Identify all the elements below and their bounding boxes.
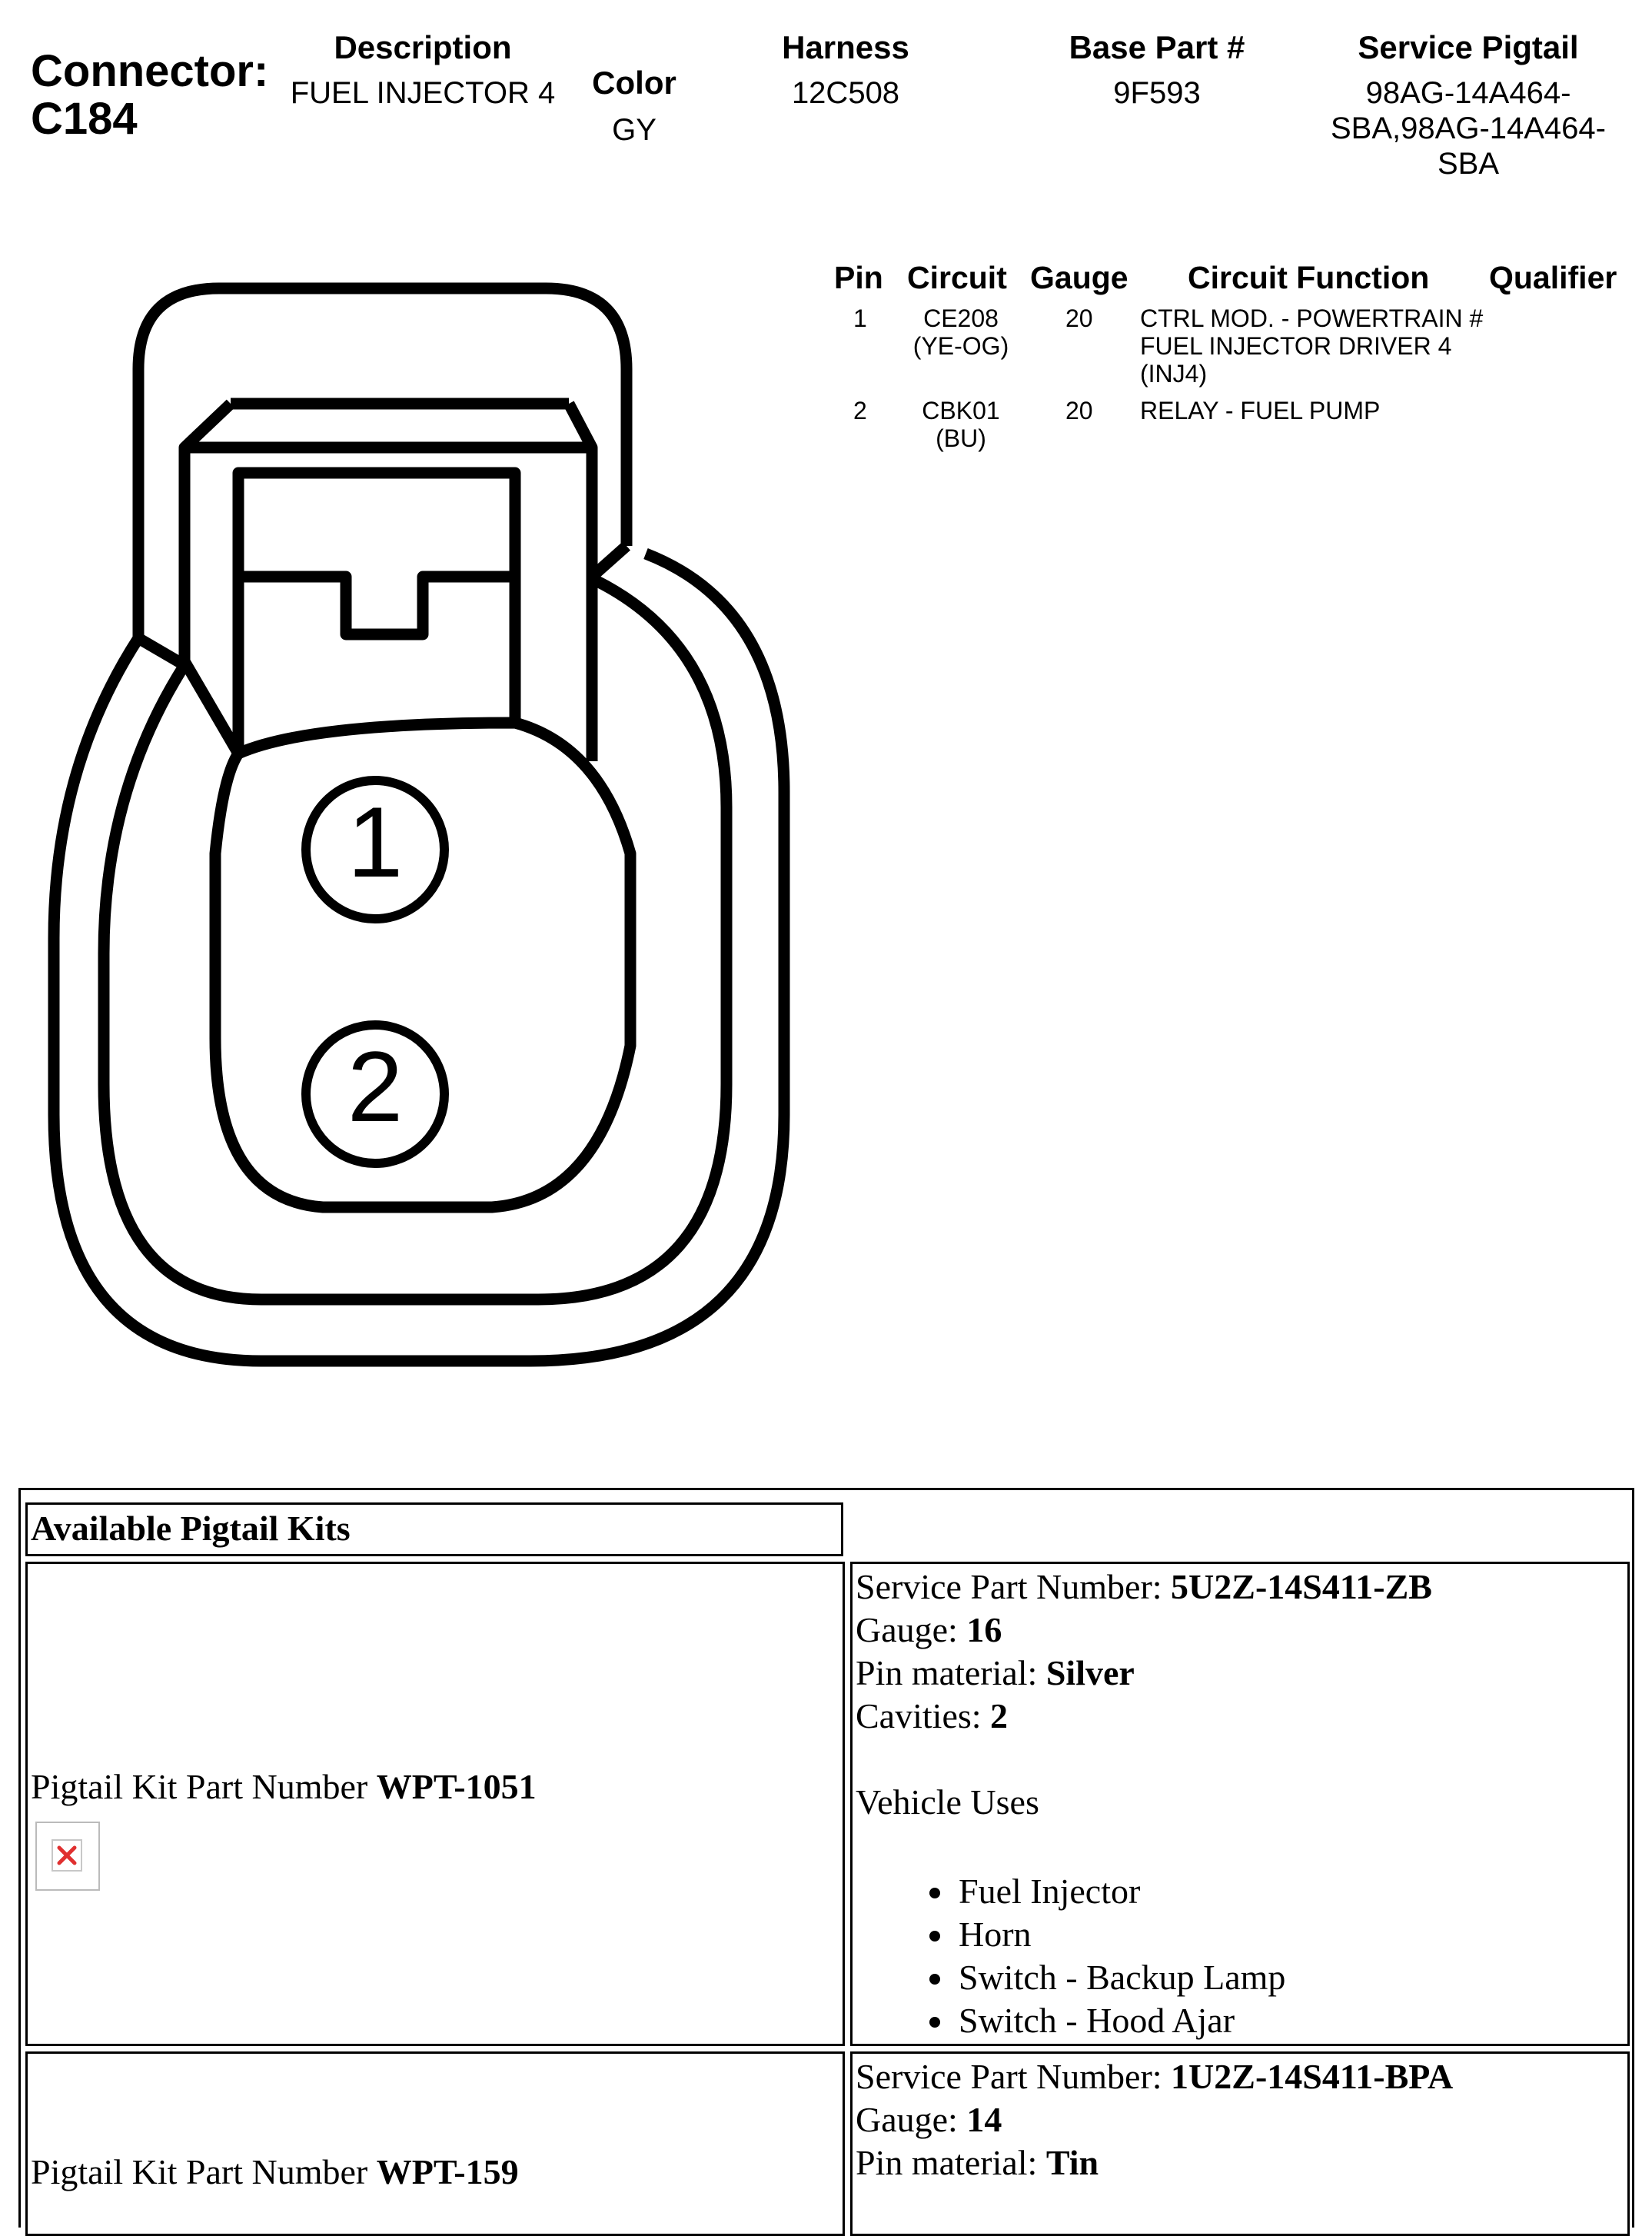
pin-2-label: 2 (347, 1030, 404, 1143)
table-row-gauge: 20 (1065, 397, 1093, 424)
pin-material-label: Pin material: (856, 1653, 1046, 1692)
diagonal-left (138, 638, 184, 665)
pin-header: Pin (834, 260, 883, 295)
kit-2-service-part (856, 2055, 1627, 2098)
pigtail-kits-table (18, 1488, 1634, 2228)
broken-image-icon (35, 1822, 100, 1891)
table-row-function (1140, 397, 1380, 424)
table-row-circuit (907, 397, 1015, 452)
gauge-header: Gauge (1030, 260, 1128, 295)
base-part-header: Base Part # (1069, 29, 1245, 65)
outer-left-shell (54, 554, 784, 1361)
gauge-value: 16 (966, 1610, 1002, 1649)
service-part-value: 1U2Z-14S411-BPA (1171, 2057, 1454, 2096)
gauge-value: 14 (966, 2100, 1002, 2139)
pin-material-value: Silver (1045, 1653, 1135, 1692)
service-pigtail-line: SBA,98AG-14A464- (1331, 111, 1606, 145)
table-row-pin: 2 (853, 397, 867, 424)
function-line: RELAY - FUEL PUMP (1140, 397, 1381, 424)
kit-part-number: WPT-1051 (376, 1767, 537, 1806)
kit-1-vehicle-uses-list (856, 1870, 1627, 2042)
kits-title: Available Pigtail Kits (25, 1502, 843, 1556)
description-header: Description (334, 29, 512, 65)
description-value: FUEL INJECTOR 4 (290, 76, 556, 110)
connector-label: Connector: (31, 46, 269, 96)
inner-bracket-right (569, 404, 592, 761)
inner-bracket (184, 404, 238, 754)
function-line: FUEL INJECTOR DRIVER 4 (1140, 332, 1452, 360)
harness-header: Harness (782, 29, 909, 65)
kit-2-gauge (856, 2098, 1627, 2141)
base-part-value: 9F593 (1113, 76, 1201, 110)
color-header: Color (592, 65, 676, 101)
connector-id: C184 (31, 94, 138, 144)
cavities-value: 2 (990, 1696, 1009, 1735)
pin-material-label: Pin material: (856, 2143, 1046, 2182)
function-line: CTRL MOD. - POWERTRAIN # (1140, 304, 1484, 332)
pin-1-label: 1 (347, 786, 404, 898)
circuit-function-header: Circuit Function (1188, 260, 1430, 295)
qualifier-header: Qualifier (1489, 260, 1617, 295)
service-pigtail-header: Service Pigtail (1358, 29, 1579, 65)
kit-2-part-cell (25, 2051, 845, 2236)
outer-top-loop (138, 288, 627, 638)
gauge-label: Gauge: (856, 2100, 967, 2139)
table-row-function (1140, 304, 1483, 388)
service-pigtail-value (1307, 75, 1630, 181)
kit-part-number: WPT-159 (376, 2152, 519, 2191)
pin-material-value: Tin (1045, 2143, 1099, 2182)
kit-1-vehicle-uses-label: Vehicle Uses (856, 1782, 1039, 1822)
color-value: GY (612, 113, 656, 147)
cavities-label: Cavities: (856, 1696, 991, 1735)
kit-1-pin-material (856, 1652, 1627, 1695)
kit-1-service-part (856, 1566, 1627, 1609)
service-pigtail-line: 98AG-14A464- (1365, 76, 1571, 110)
kit-2-part-line (31, 2151, 519, 2194)
service-pigtail-line: SBA (1437, 147, 1500, 181)
service-part-label: Service Part Number: (856, 1567, 1172, 1606)
gauge-label: Gauge: (856, 1610, 967, 1649)
kit-1-cavities (856, 1695, 1627, 1738)
pin-2-marker (306, 1025, 444, 1163)
kit-2-pin-material (856, 2141, 1627, 2184)
latch-notch (238, 577, 515, 634)
list-item: • Fuel Injector (956, 1870, 1627, 1913)
circuit-color: (BU) (936, 424, 986, 452)
kit-part-label: Pigtail Kit Part Number (31, 2152, 377, 2191)
kit-1-part-cell (25, 1562, 845, 2046)
table-row-pin: 1 (853, 304, 867, 332)
harness-value: 12C508 (791, 76, 900, 110)
circuit-code: CBK01 (922, 397, 1000, 424)
circuit-color: (YE-OG) (912, 332, 1009, 360)
service-part-value: 5U2Z-14S411-ZB (1171, 1567, 1432, 1606)
circuit-header: Circuit (907, 260, 1007, 295)
kit-1-gauge (856, 1609, 1627, 1652)
kit-1-details-cell (850, 1562, 1630, 2046)
circuit-code: CE208 (923, 304, 999, 332)
pin-1-marker (306, 780, 444, 919)
connector-title (31, 48, 268, 143)
list-item: • Horn (956, 1913, 1627, 1956)
table-row-circuit (907, 304, 1015, 360)
kit-1-part-line (31, 1765, 537, 1808)
table-row-gauge: 20 (1065, 304, 1093, 332)
kit-part-label: Pigtail Kit Part Number (31, 1767, 377, 1806)
list-item: • Switch - Backup Lamp (956, 1956, 1627, 1999)
list-item: • Switch - Hood Ajar (956, 1999, 1627, 2042)
latch (238, 473, 515, 754)
service-part-label: Service Part Number: (856, 2057, 1172, 2096)
kit-2-details-cell (850, 2051, 1630, 2236)
function-line: (INJ4) (1140, 360, 1208, 388)
connector-face-diagram (31, 269, 799, 1384)
